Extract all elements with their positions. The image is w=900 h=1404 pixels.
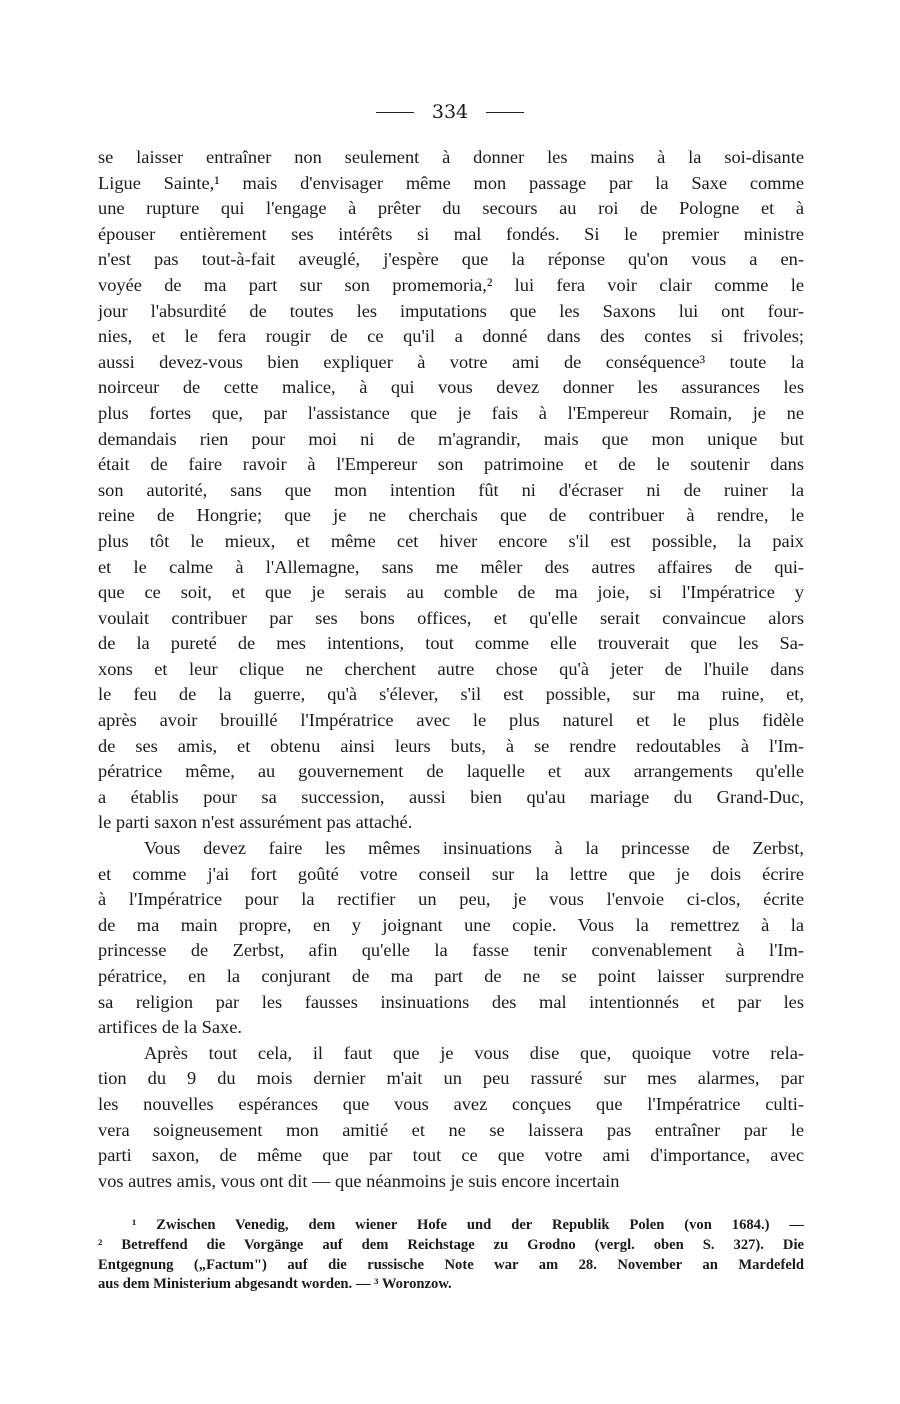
body-line: aussi devez-vous bien expliquer à votre ami de conséquence³ toute la <box>98 351 804 372</box>
body-line: après avoir brouillé l'Impératrice avec le plus naturel et le plus fidèle <box>98 710 804 731</box>
body-line: pératrice, en la conjurant de ma part de ne se point laisser surprendre <box>98 966 804 986</box>
body-line: vos autres amis, vous ont dit — que néanmoins je suis encore incertain <box>98 1170 620 1191</box>
footnote-line: aus dem Ministerium abgesandt worden. — ³ Woronzow. <box>98 1276 452 1293</box>
body-line: de ma main propre, en y joignant une copie. Vous la remettrez à la <box>98 914 804 935</box>
body-line: une rupture qui l'engage à prêter du secours au roi de Pologne et à <box>98 198 804 219</box>
body-line: à l'Impératrice pour la rectifier un peu, je vous l'envoie ci-clos, écrite <box>98 889 804 910</box>
body-line: demandais rien pour moi ni de m'agrandir, mais que mon unique but <box>98 428 804 449</box>
body-line: xons et leur clique ne cherchent autre chose qu'à jeter de l'huile dans <box>98 658 804 679</box>
header-dash-left <box>376 112 414 113</box>
body-line: parti saxon, de même que par tout ce que votre ami d'importance, avec <box>98 1145 804 1166</box>
page-number: 334 <box>431 101 469 123</box>
body-line: n'est pas tout-à-fait aveuglé, j'espère que la réponse qu'on vous a en- <box>98 249 804 270</box>
body-line: plus fortes que, par l'assistance que je fais à l'Empereur Romain, je ne <box>98 402 804 423</box>
body-line: son autorité, sans que mon intention fût ni d'écraser ni de ruiner la <box>98 479 804 500</box>
body-line: a établis pour sa succession, aussi bien qu'au mariage du Grand-Duc, <box>98 786 804 807</box>
body-line: les nouvelles espérances que vous avez conçues que l'Impératrice culti- <box>98 1093 804 1114</box>
body-line: plus tôt le mieux, et même cet hiver encore s'il est possible, la paix <box>98 530 804 551</box>
body-line: épouser entièrement ses intérêts si mal fondés. Si le premier ministre <box>98 223 804 244</box>
body-line: artifices de la Saxe. <box>98 1017 242 1038</box>
body-line: noirceur de cette malice, à qui vous devez donner les assurances les <box>98 377 804 398</box>
body-line: Ligue Sainte,¹ mais d'envisager même mon passage par la Saxe comme <box>98 172 804 193</box>
body-line: était de faire ravoir à l'Empereur son patrimoine et de le soutenir dans <box>98 454 804 475</box>
body-line: sa religion par les fausses insinuations des mal intentionnés et par les <box>98 991 804 1012</box>
body-line: pératrice même, au gouvernement de laquelle et aux arrangements qu'elle <box>98 761 804 782</box>
body-line: voyée de ma part sur son promemoria,² lui fera voir clair comme le <box>98 274 804 295</box>
body-line: Après tout cela, il faut que je vous dise que, quoique votre rela- <box>144 1042 804 1063</box>
header-dash-right <box>486 112 524 113</box>
body-line: nies, et le fera rougir de ce qu'il a donné dans des contes si frivoles; <box>98 326 804 347</box>
body-line: princesse de Zerbst, afin qu'elle la fasse tenir convenablement à l'Im- <box>98 940 804 961</box>
body-line: que ce soit, et que je serais au comble de ma joie, si l'Impératrice y <box>98 582 804 603</box>
footnotes <box>98 1216 804 1295</box>
footnote-line: ¹ Zwischen Venedig, dem wiener Hofe und der Republik Polen (von 1684.) — <box>132 1217 804 1233</box>
body-text <box>98 145 804 1194</box>
body-line: voulait contribuer par ses bons offices, et qu'elle serait convaincue alors <box>98 607 804 628</box>
body-line: se laisser entraîner non seulement à donner les mains à la soi-disante <box>98 147 804 167</box>
body-line: et le calme à l'Allemagne, sans me mêler des autres affaires de qui- <box>98 556 804 577</box>
footnote-line: ² Betreffend die Vorgänge auf dem Reichstage zu Grodno (vergl. oben S. 327). Die <box>98 1236 804 1253</box>
body-line: vera soigneusement mon amitié et ne se laissera pas entraîner par le <box>98 1119 804 1140</box>
body-line: reine de Hongrie; que je ne cherchais que de contribuer à rendre, le <box>98 505 804 526</box>
footnote-line: Entgegnung („Factum") auf die russische Note war am 28. November an Mardefeld <box>98 1256 804 1273</box>
body-line: de ses amis, et obtenu ainsi leurs buts, à se rendre redoutables à l'Im- <box>98 735 804 756</box>
body-line: jour l'absurdité de toutes les imputations que les Saxons lui ont four- <box>98 300 804 321</box>
body-line: le feu de la guerre, qu'à s'élever, s'il est possible, sur ma ruine, et, <box>98 684 804 705</box>
body-line: tion du 9 du mois dernier m'ait un peu rassuré sur mes alarmes, par <box>98 1068 804 1089</box>
body-line: le parti saxon n'est assurément pas attaché. <box>98 812 413 833</box>
body-line: et comme j'ai fort goûté votre conseil sur la lettre que je dois écrire <box>98 863 804 884</box>
page-header <box>0 101 900 123</box>
body-line: Vous devez faire les mêmes insinuations à la princesse de Zerbst, <box>144 838 804 859</box>
body-line: de la pureté de mes intentions, tout comme elle trouverait que les Sa- <box>98 633 804 654</box>
